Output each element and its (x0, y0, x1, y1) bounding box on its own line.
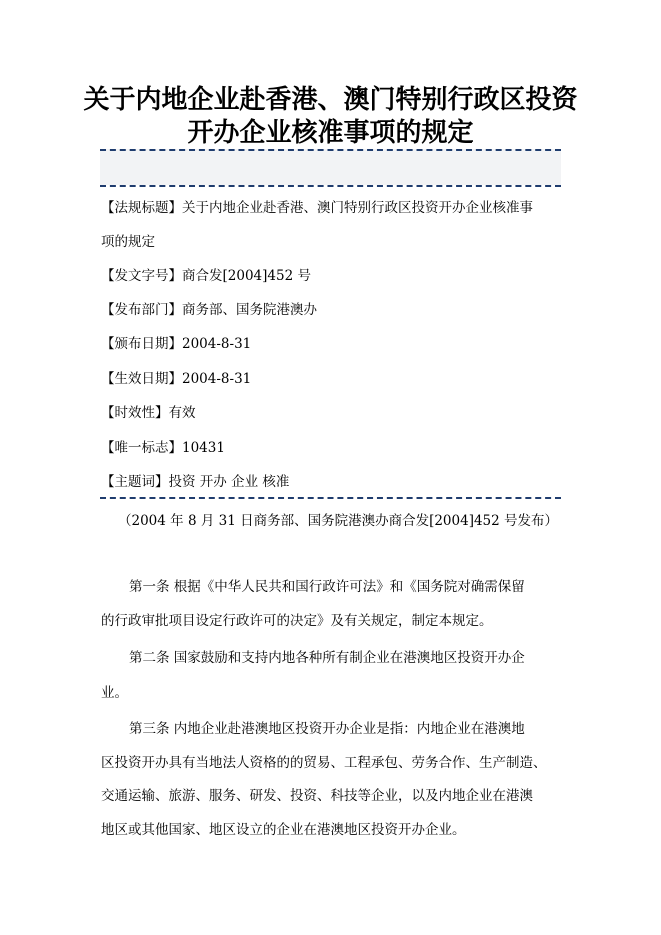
meta-keywords: 【主题词】投资 开办 企业 核准 (101, 474, 290, 490)
meta-effective-date: 【生效日期】2004-8-31 (101, 371, 252, 387)
publication-note: （2004 年 8 月 31 日商务部、国务院港澳办商合发[2004]452 号发布） (118, 513, 559, 529)
document-title-line-2: 开办企业核准事项的规定 (187, 118, 474, 148)
meta-law-title-line-1: 【法规标题】关于内地企业赴香港、澳门特别行政区投资开办企业核准事 (101, 200, 533, 216)
meta-doc-number: 【发文字号】商合发[2004]452 号 (101, 268, 311, 284)
article-3-line-3: 交通运输、旅游、服务、研发、投资、科技等企业，以及内地企业在港澳 (101, 788, 533, 804)
meta-validity: 【时效性】有效 (101, 405, 196, 421)
article-1-line-2: 的行政审批项目设定行政许可的决定》及有关规定，制定本规定。 (101, 613, 493, 629)
dashed-divider-top (100, 149, 561, 151)
dashed-divider-bottom (100, 497, 561, 499)
meta-unique-id: 【唯一标志】10431 (101, 440, 225, 456)
document-title-line-1: 关于内地企业赴香港、澳门特别行政区投资 (83, 85, 578, 115)
article-3-line-1: 第三条 内地企业赴港澳地区投资开办企业是指：内地企业在港澳地 (129, 721, 525, 737)
article-3-line-4: 地区或其他国家、地区设立的企业在港澳地区投资开办企业。 (101, 822, 466, 838)
meta-issuer: 【发布部门】商务部、国务院港澳办 (101, 302, 317, 318)
dashed-divider-middle (100, 185, 561, 187)
meta-promulgation-date: 【颁布日期】2004-8-31 (101, 336, 252, 352)
article-1-line-1: 第一条 根据《中华人民共和国行政许可法》和《国务院对确需保留 (129, 579, 525, 595)
title-separator-band (100, 149, 561, 185)
article-3-line-2: 区投资开办具有当地法人资格的的贸易、工程承包、劳务合作、生产制造、 (101, 755, 547, 771)
meta-law-title-line-2: 项的规定 (101, 234, 155, 250)
article-2-line-1: 第二条 国家鼓励和支持内地各种所有制企业在港澳地区投资开办企 (129, 650, 525, 666)
article-2-line-2: 业。 (101, 685, 128, 701)
